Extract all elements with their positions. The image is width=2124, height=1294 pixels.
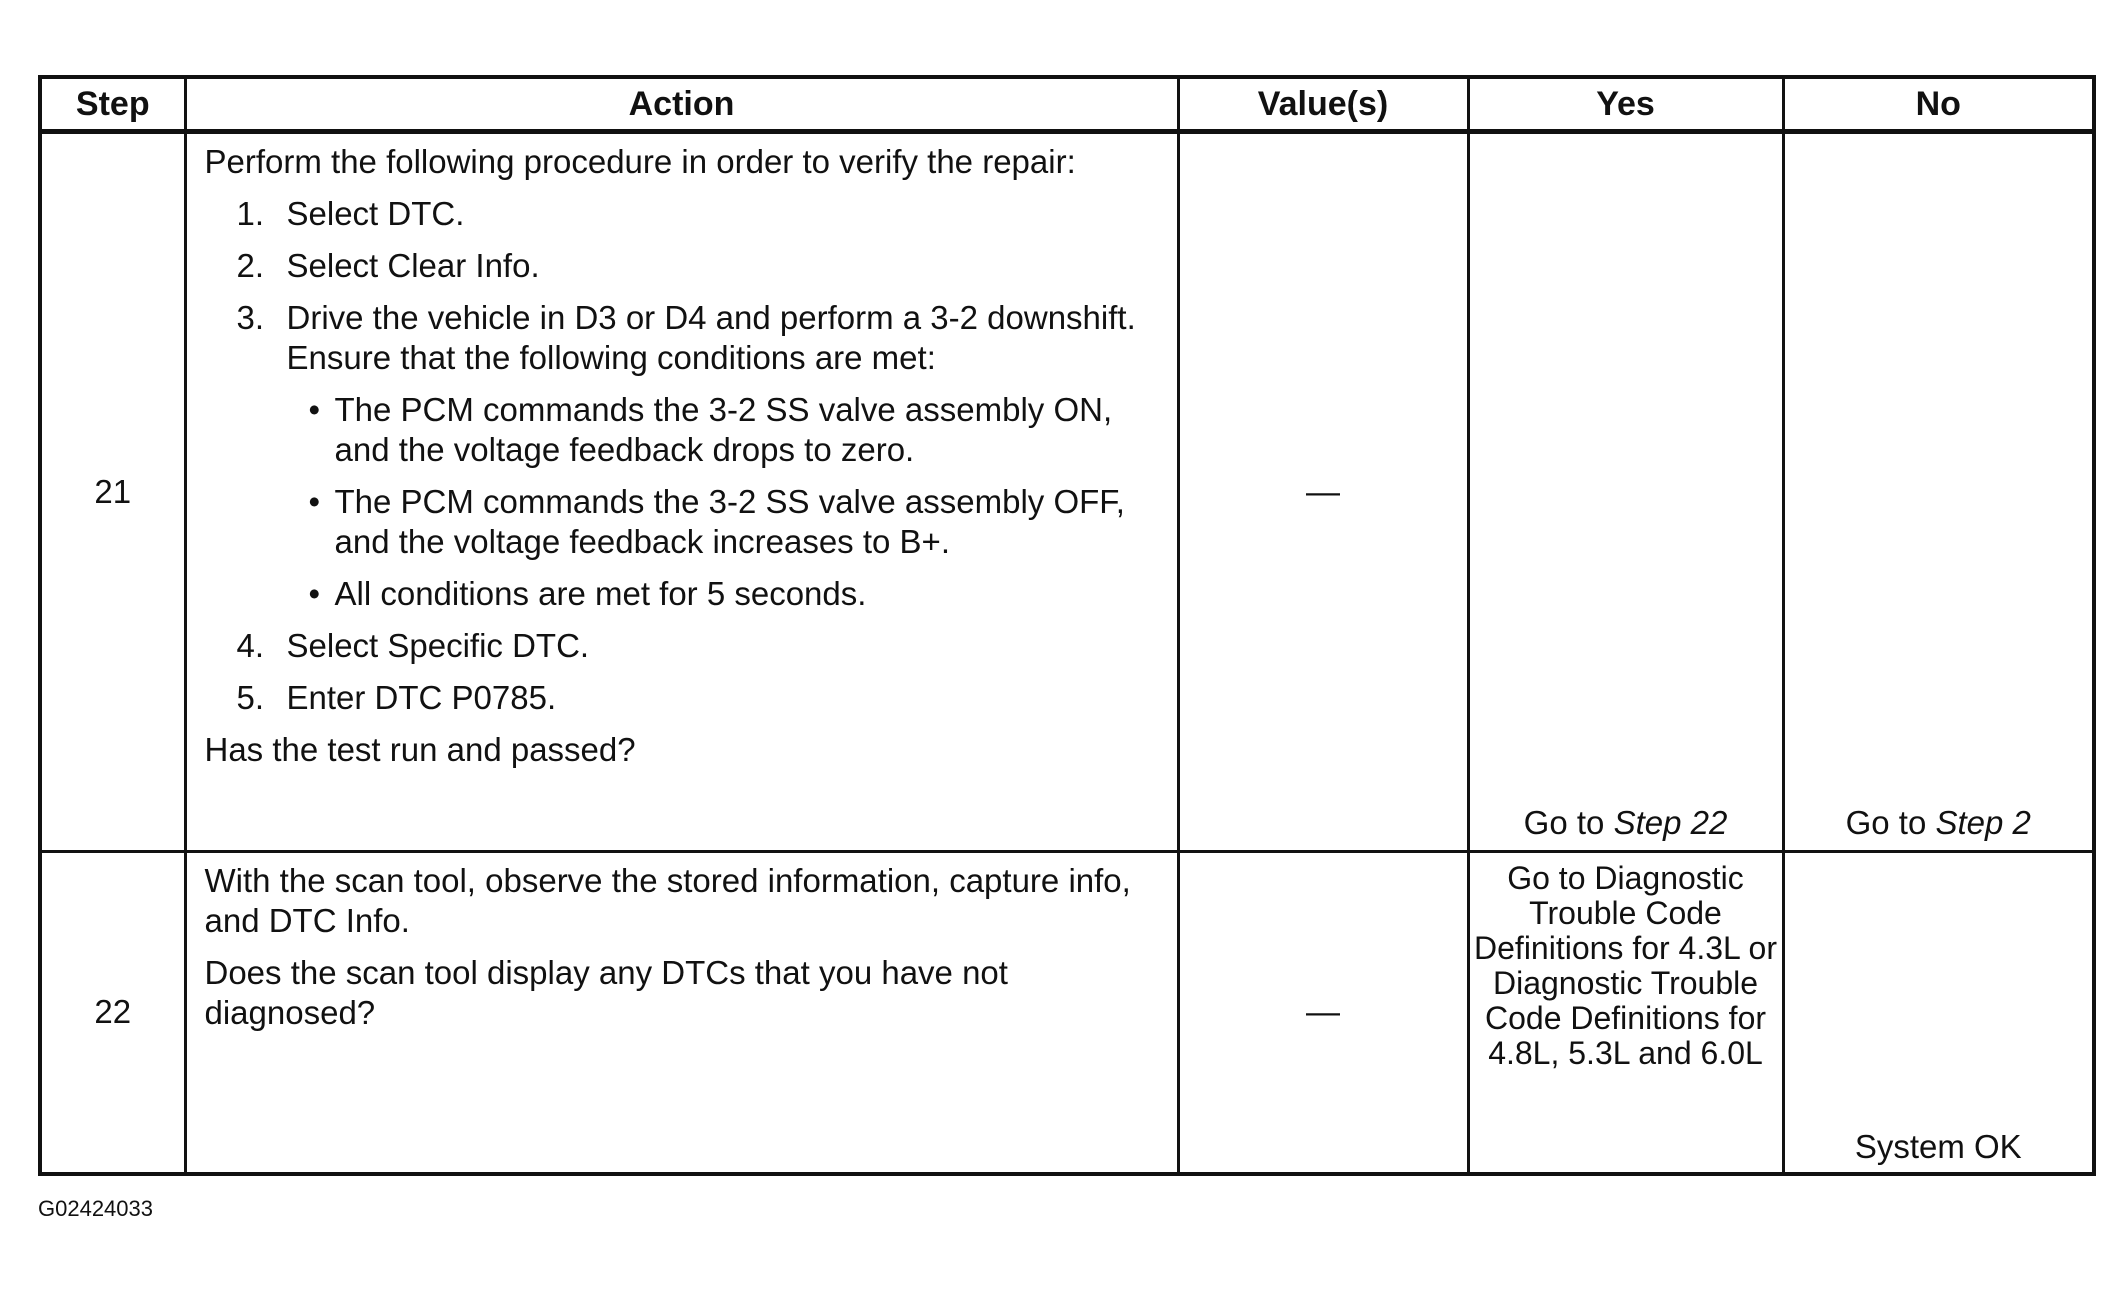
action-cell [185,852,1178,1174]
action-intro: Perform the following procedure in order to verify the repair: [204,143,1076,180]
yes-cell [1468,132,1783,852]
procedure-number: 1. [236,195,265,232]
procedure-item [205,626,1163,666]
yes-goto-step-link[interactable]: Step 22 [1613,804,1728,841]
no-cell [1783,132,2094,852]
no-cell [1783,852,2094,1174]
no-goto-prefix: Go to [1845,804,1927,841]
condition-item: • The PCM commands the 3-2 SS valve assembly OFF, and the voltage feedback increases to B+. [287,482,1163,562]
procedure-number: 4. [236,627,265,664]
procedure-text: Select DTC. [286,195,465,232]
condition-list [287,390,1163,614]
action-text: With the scan tool, observe the stored information, capture info, and DTC Info. [204,862,1131,939]
header-values: Value(s) [1178,77,1468,132]
procedure-text: Select Specific DTC. [286,627,590,664]
action-question: Has the test run and passed? [204,731,636,768]
procedure-item [205,678,1163,718]
procedure-list [205,194,1163,718]
condition-item: • The PCM commands the 3-2 SS valve assembly ON, and the voltage feedback drops to zero. [287,390,1163,470]
header-row [40,77,2094,132]
procedure-number: 3. [236,299,265,336]
header-yes: Yes [1468,77,1783,132]
diagnostic-table [38,75,2096,1176]
table-row-step-22 [40,852,2094,1174]
no-goto-step-link[interactable]: Step 2 [1935,804,2031,841]
procedure-item [205,194,1163,234]
action-question: Does the scan tool display any DTCs that you have not diagnosed? [204,954,1008,1031]
value-cell: — [1178,132,1468,852]
condition-item: • All conditions are met for 5 seconds. [287,574,1163,614]
figure-id: G02424033 [38,1196,153,1221]
yes-goto-prefix: Go to [1523,804,1605,841]
step-number: 21 [40,132,185,852]
yes-cell [1468,852,1783,1174]
procedure-text: Drive the vehicle in D3 or D4 and perform a 3-2 downshift. Ensure that the following conditions are met: [286,299,1136,376]
yes-goto-dtc-definitions-link[interactable]: Go to Diagnostic Trouble Code Definitions for 4.3L or Diagnostic Trouble Code Definitions for 4.8L, 5.3L and 6.0L [1474,860,1777,1071]
no-result-text: System OK [1854,1127,2022,1165]
procedure-item [205,246,1163,286]
header-action: Action [185,77,1178,132]
procedure-text: Select Clear Info. [286,247,540,284]
header-step: Step [40,77,185,132]
table-row-step-21 [40,132,2094,852]
procedure-number: 2. [236,247,265,284]
header-no: No [1783,77,2094,132]
value-cell: — [1178,852,1468,1174]
procedure-item [205,298,1163,614]
procedure-text: Enter DTC P0785. [286,679,557,716]
procedure-number: 5. [236,679,265,716]
step-number: 22 [40,852,185,1174]
action-cell [185,132,1178,852]
